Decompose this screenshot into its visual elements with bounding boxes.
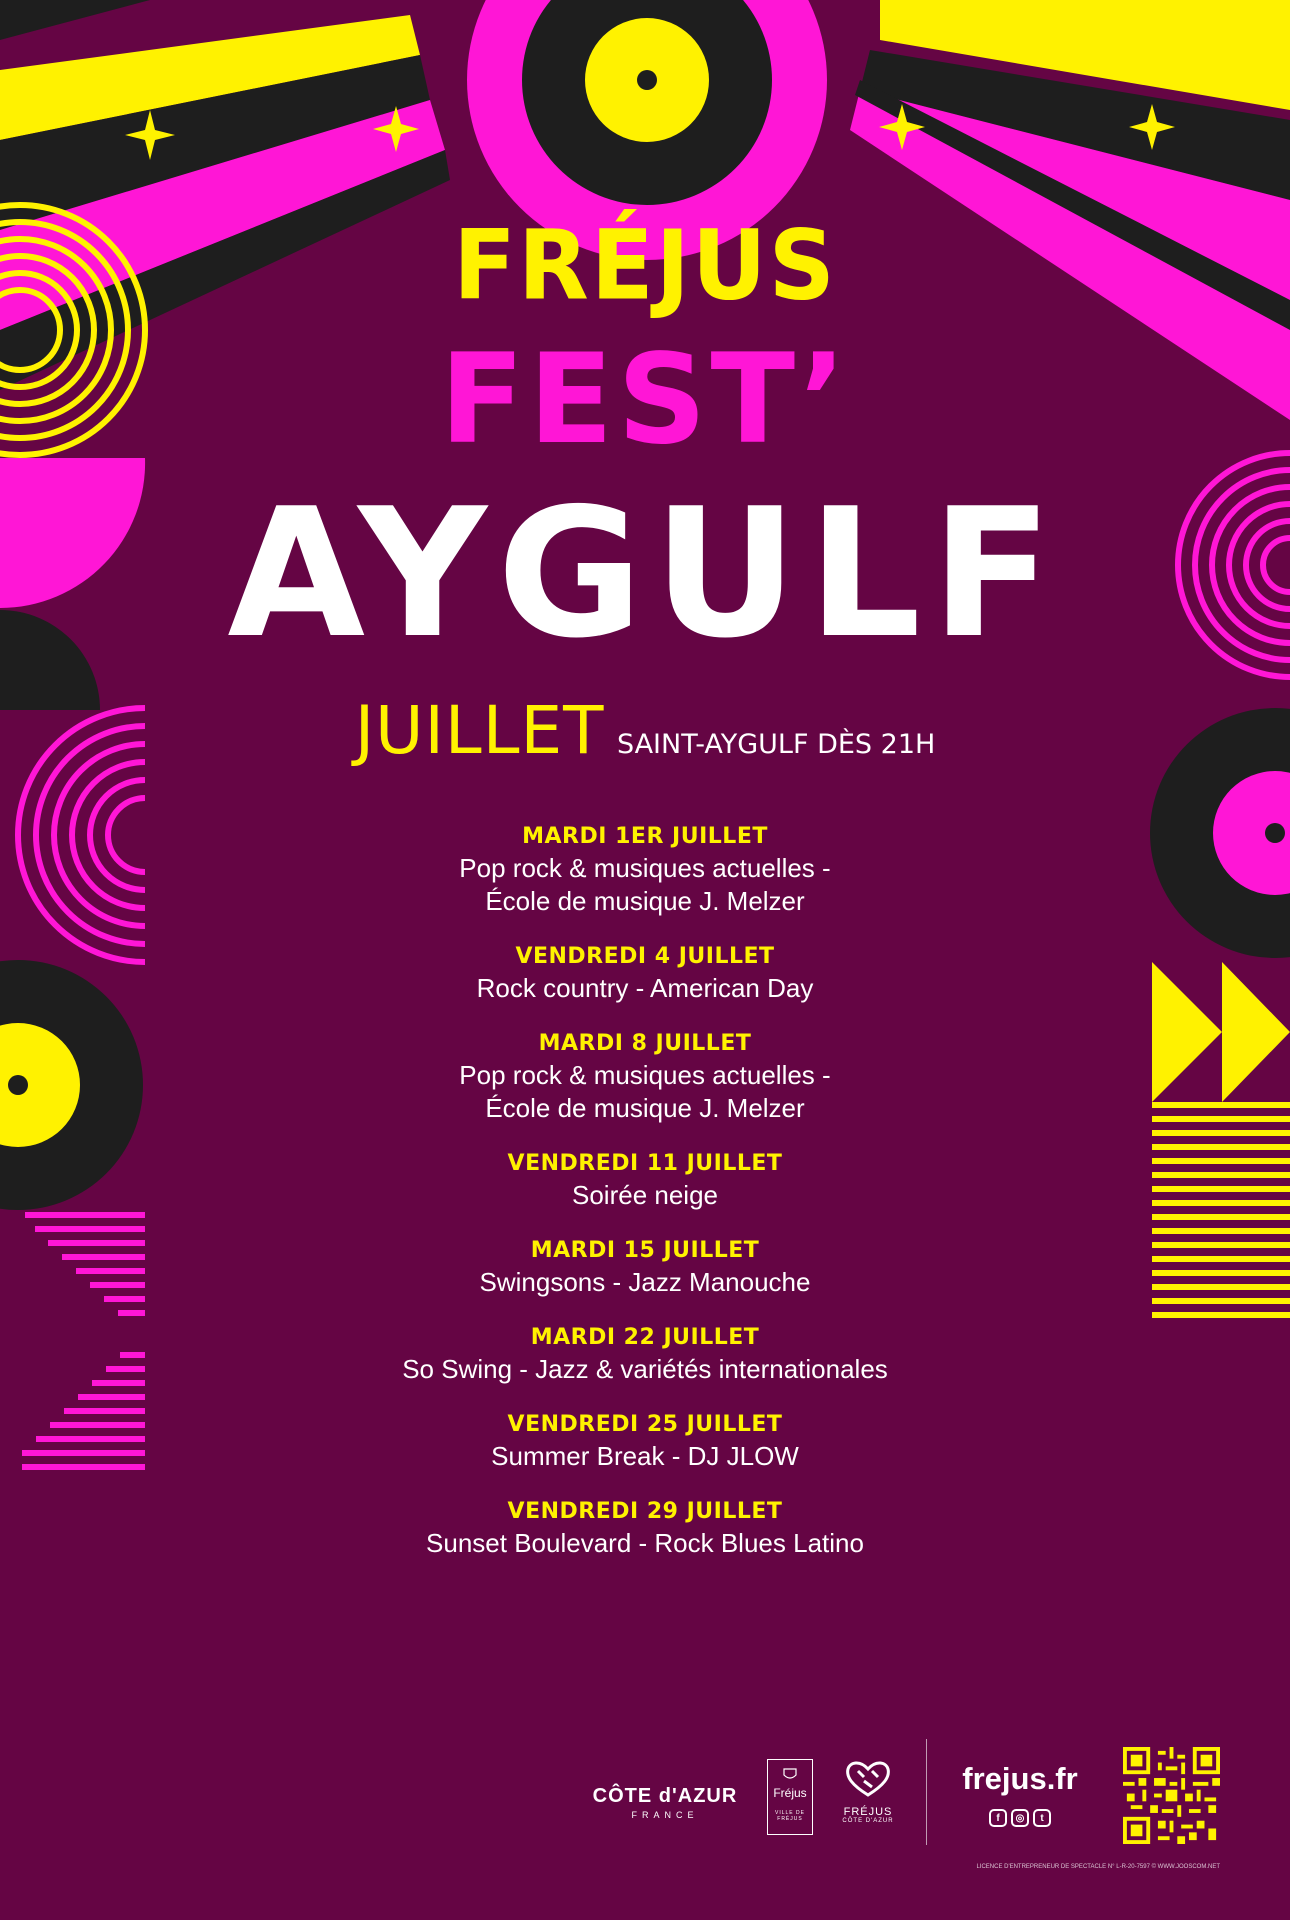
shield-logo-subtitle: VILLE DE FRÉJUS	[775, 1810, 805, 1822]
shield-logo-name: Fréjus	[773, 1786, 807, 1800]
event-item	[0, 1149, 1290, 1212]
heart-logo-subtitle: CÔTE D'AZUR	[842, 1818, 894, 1824]
event-description: Summer Break - DJ JLOW	[491, 1441, 799, 1471]
event-item	[0, 822, 1290, 918]
event-date: VENDREDI 4 JUILLET	[515, 944, 775, 969]
cote-azur-logo-subtext: FRANCE	[631, 1810, 699, 1820]
event-date: VENDREDI 25 JUILLET	[507, 1412, 783, 1437]
event-description: Pop rock & musiques actuelles -	[459, 853, 831, 883]
event-item	[0, 942, 1290, 1005]
cote-azur-logo	[585, 1785, 745, 1820]
subtitle-place-time: SAINT-AYGULF DÈS 21H	[616, 729, 936, 760]
event-date: MARDI 1ER JUILLET	[522, 824, 768, 849]
twitter-icon[interactable]: t	[1033, 1809, 1051, 1827]
event-date: MARDI 8 JUILLET	[538, 1031, 752, 1056]
event-date: MARDI 22 JUILLET	[530, 1325, 760, 1350]
event-date: VENDREDI 11 JUILLET	[507, 1151, 783, 1176]
frejus-heart-logo	[834, 1757, 902, 1824]
event-description: Sunset Boulevard - Rock Blues Latino	[426, 1528, 864, 1558]
top-record-hole	[637, 70, 657, 90]
event-description: École de musique J. Melzer	[485, 1093, 805, 1123]
event-item	[0, 1410, 1290, 1473]
website-link[interactable]: frejus.fr	[962, 1761, 1078, 1796]
shield-icon	[782, 1768, 798, 1782]
event-description: Swingsons - Jazz Manouche	[479, 1267, 811, 1297]
title-frejus: FRÉJUS	[453, 209, 837, 322]
event-description: Rock country - American Day	[476, 973, 814, 1003]
title-fest: FEST’	[439, 328, 851, 472]
qr-code-icon[interactable]	[1123, 1747, 1220, 1844]
heart-logo-name: FRÉJUS	[843, 1806, 893, 1818]
event-item	[0, 1497, 1290, 1560]
event-description: Pop rock & musiques actuelles -	[459, 1060, 831, 1090]
title-aygulf: AYGULF	[227, 470, 1063, 677]
instagram-icon[interactable]: ◎	[1011, 1809, 1029, 1827]
social-links	[985, 1809, 1055, 1827]
event-program	[0, 822, 1290, 1584]
licence-text: LICENCE D'ENTREPRENEUR DE SPECTACLE N° L-R-20-7597 © WWW.JOOSCOM.NET	[976, 1864, 1220, 1870]
event-description: So Swing - Jazz & variétés internationales	[402, 1354, 888, 1384]
subtitle	[0, 692, 1290, 769]
event-description: École de musique J. Melzer	[485, 886, 805, 916]
cote-azur-logo-text: CÔTE d'AZUR	[592, 1785, 738, 1807]
event-item	[0, 1236, 1290, 1299]
footer	[0, 1735, 1290, 1885]
footer-divider	[926, 1739, 927, 1845]
heart-icon	[842, 1757, 894, 1799]
event-description: Soirée neige	[572, 1180, 718, 1210]
event-item	[0, 1029, 1290, 1125]
ray-yellow-corner	[0, 0, 150, 40]
facebook-icon[interactable]: f	[989, 1809, 1007, 1827]
event-item	[0, 1323, 1290, 1386]
frejus-shield-logo	[767, 1759, 813, 1835]
subtitle-month: JUILLET	[354, 692, 605, 769]
event-date: MARDI 15 JUILLET	[530, 1238, 760, 1263]
event-date: VENDREDI 29 JUILLET	[507, 1499, 783, 1524]
